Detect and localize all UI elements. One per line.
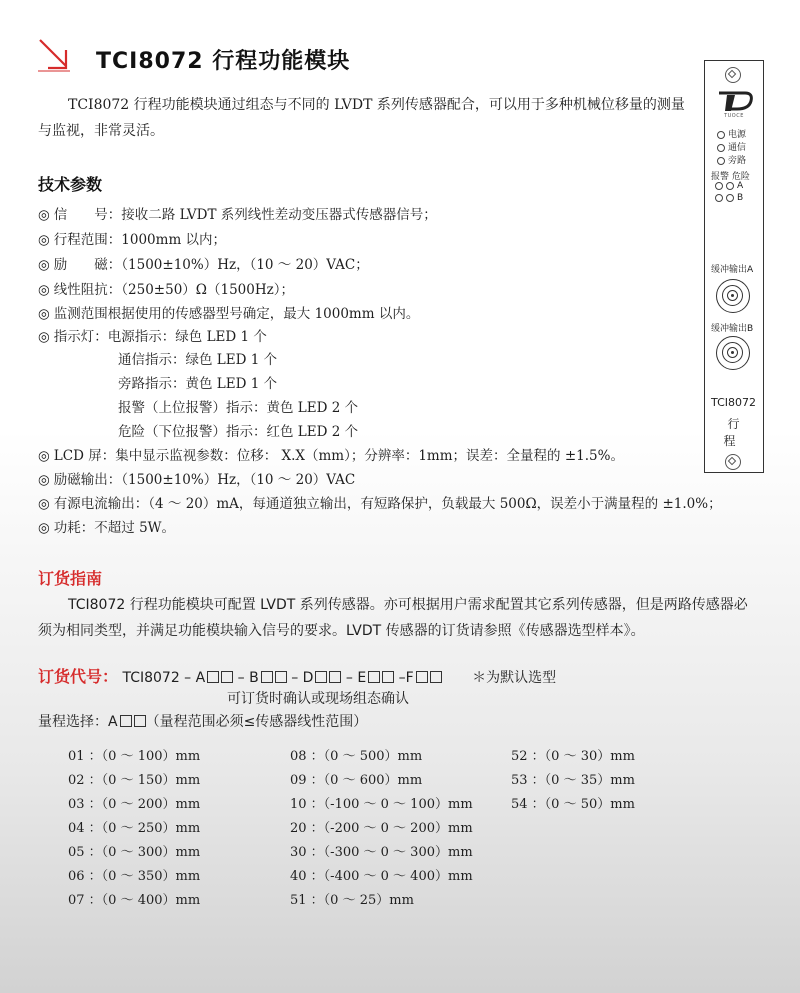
order-code-row: 订货代号： TCI8072 – A – B – D – E –F ＊为默认选型 <box>38 667 557 686</box>
tech-params-heading: 技术参数 <box>38 175 103 194</box>
led-channel-a: A <box>715 181 743 191</box>
indicator-subline: 危险（下位报警）指示：红色 LED 2 个 <box>118 424 359 440</box>
order-code-label: 订货代号： <box>38 667 119 686</box>
panel-type: 行 程 <box>723 417 748 448</box>
screw-icon <box>725 454 741 470</box>
screw-icon <box>725 67 741 83</box>
indicator-subline: 旁路指示：黄色 LED 1 个 <box>118 376 278 392</box>
range-selection-heading: 量程选择：A （量程范围必须≤传感器线性范围） <box>38 714 368 730</box>
order-guide-heading: 订货指南 <box>38 569 103 588</box>
spec-line: ◎ 功耗：不超过 5W。 <box>38 520 176 536</box>
led-channel-b: B <box>715 193 743 203</box>
range-item: 02 ：（0 ～ 150）mm <box>68 773 201 788</box>
range-item: 01 ：（0 ～ 100）mm <box>68 749 201 764</box>
range-item: 09 ：（0 ～ 600）mm <box>290 773 423 788</box>
range-item: 10 ：（-100 ～ 0 ～ 100）mm <box>290 797 473 812</box>
range-item: 30 ：（-300 ～ 0 ～ 300）mm <box>290 845 473 860</box>
order-code-note: 可订货时确认或现场组态确认 <box>227 691 409 707</box>
range-item: 04 ：（0 ～ 250）mm <box>68 821 201 836</box>
indicator-subline: 通信指示：绿色 LED 1 个 <box>118 352 278 368</box>
range-item: 03 ：（0 ～ 200）mm <box>68 797 201 812</box>
bnc-connector-b-icon <box>716 336 750 370</box>
range-item: 20 ：（-200 ～ 0 ～ 200）mm <box>290 821 473 836</box>
bnc-connector-a-icon <box>716 279 750 313</box>
spec-line: ◎ 励 磁：（1500±10%）Hz，（10 ～ 20）VAC； <box>38 257 369 273</box>
range-item: 40 ：（-400 ～ 0 ～ 400）mm <box>290 869 473 884</box>
range-item: 08 ：（0 ～ 500）mm <box>290 749 423 764</box>
spec-line: ◎ 有源电流输出：（4 ～ 20）mA，每通道独立输出，有短路保护，负载最大 500Ω，误差小于满量程的 ±1.0%； <box>38 496 722 512</box>
spec-line: ◎ LCD 屏：集中显示监视参数：位移： X.X（mm）；分辨率：1mm；误差：全量程的 ±1.5%。 <box>38 448 624 464</box>
spec-line: ◎ 信 号：接收二路 LVDT 系列线性差动变压器式传感器信号； <box>38 207 437 223</box>
arrow-logo-icon <box>36 38 72 74</box>
panel-model: TCI8072 <box>711 396 756 409</box>
range-item: 51 ：（0 ～ 25）mm <box>290 893 414 908</box>
buffer-output-a-label: 缓冲输出A <box>711 265 754 275</box>
default-note: ＊为默认选型 <box>472 670 557 686</box>
brand-name: TUOCE <box>724 113 744 119</box>
spec-line: ◎ 行程范围：1000mm 以内； <box>38 232 227 248</box>
indicator-subline: 报警（上位报警）指示：黄色 LED 2 个 <box>118 400 359 416</box>
module-front-panel <box>704 60 764 473</box>
range-item: 07 ：（0 ～ 400）mm <box>68 893 201 908</box>
spec-line: ◎ 线性阻抗：（250±50）Ω（1500Hz）； <box>38 282 294 298</box>
alarm-danger-label: 报警 危险 <box>711 172 750 182</box>
page-title: TCI8072 行程功能模块 <box>96 49 351 74</box>
led-comm: 通信 <box>717 140 746 153</box>
range-item: 05 ：（0 ～ 300）mm <box>68 845 201 860</box>
range-item: 54 ：（0 ～ 50）mm <box>511 797 635 812</box>
order-guide-text: TCI8072 行程功能模块可配置 LVDT 系列传感器。亦可根据用户需求配置其它系列传感器，但是两路传感器必须为相同类型，并满足功能模块输入信号的要求。LVDT 传感器的订货请参照《传感器选型样本》。 <box>38 597 748 639</box>
buffer-output-b-label: 缓冲输出B <box>711 324 754 334</box>
range-item: 06 ：（0 ～ 350）mm <box>68 869 201 884</box>
spec-line: ◎ 励磁输出：（1500±10%）Hz，（10 ～ 20）VAC <box>38 472 356 488</box>
spec-line: ◎ 监测范围根据使用的传感器型号确定，最大 1000mm 以内。 <box>38 306 420 322</box>
range-item: 52 ：（0 ～ 30）mm <box>511 749 635 764</box>
led-power: 电源 <box>717 127 746 140</box>
range-item: 53 ：（0 ～ 35）mm <box>511 773 635 788</box>
intro-paragraph: TCI8072 行程功能模块通过组态与不同的 LVDT 系列传感器配合，可以用于多种机械位移量的测量与监视，非常灵活。 <box>38 97 685 139</box>
spec-line: ◎ 指示灯：电源指示：绿色 LED 1 个 <box>38 329 267 345</box>
brand-logo-icon <box>715 87 755 115</box>
led-bypass: 旁路 <box>717 153 746 166</box>
